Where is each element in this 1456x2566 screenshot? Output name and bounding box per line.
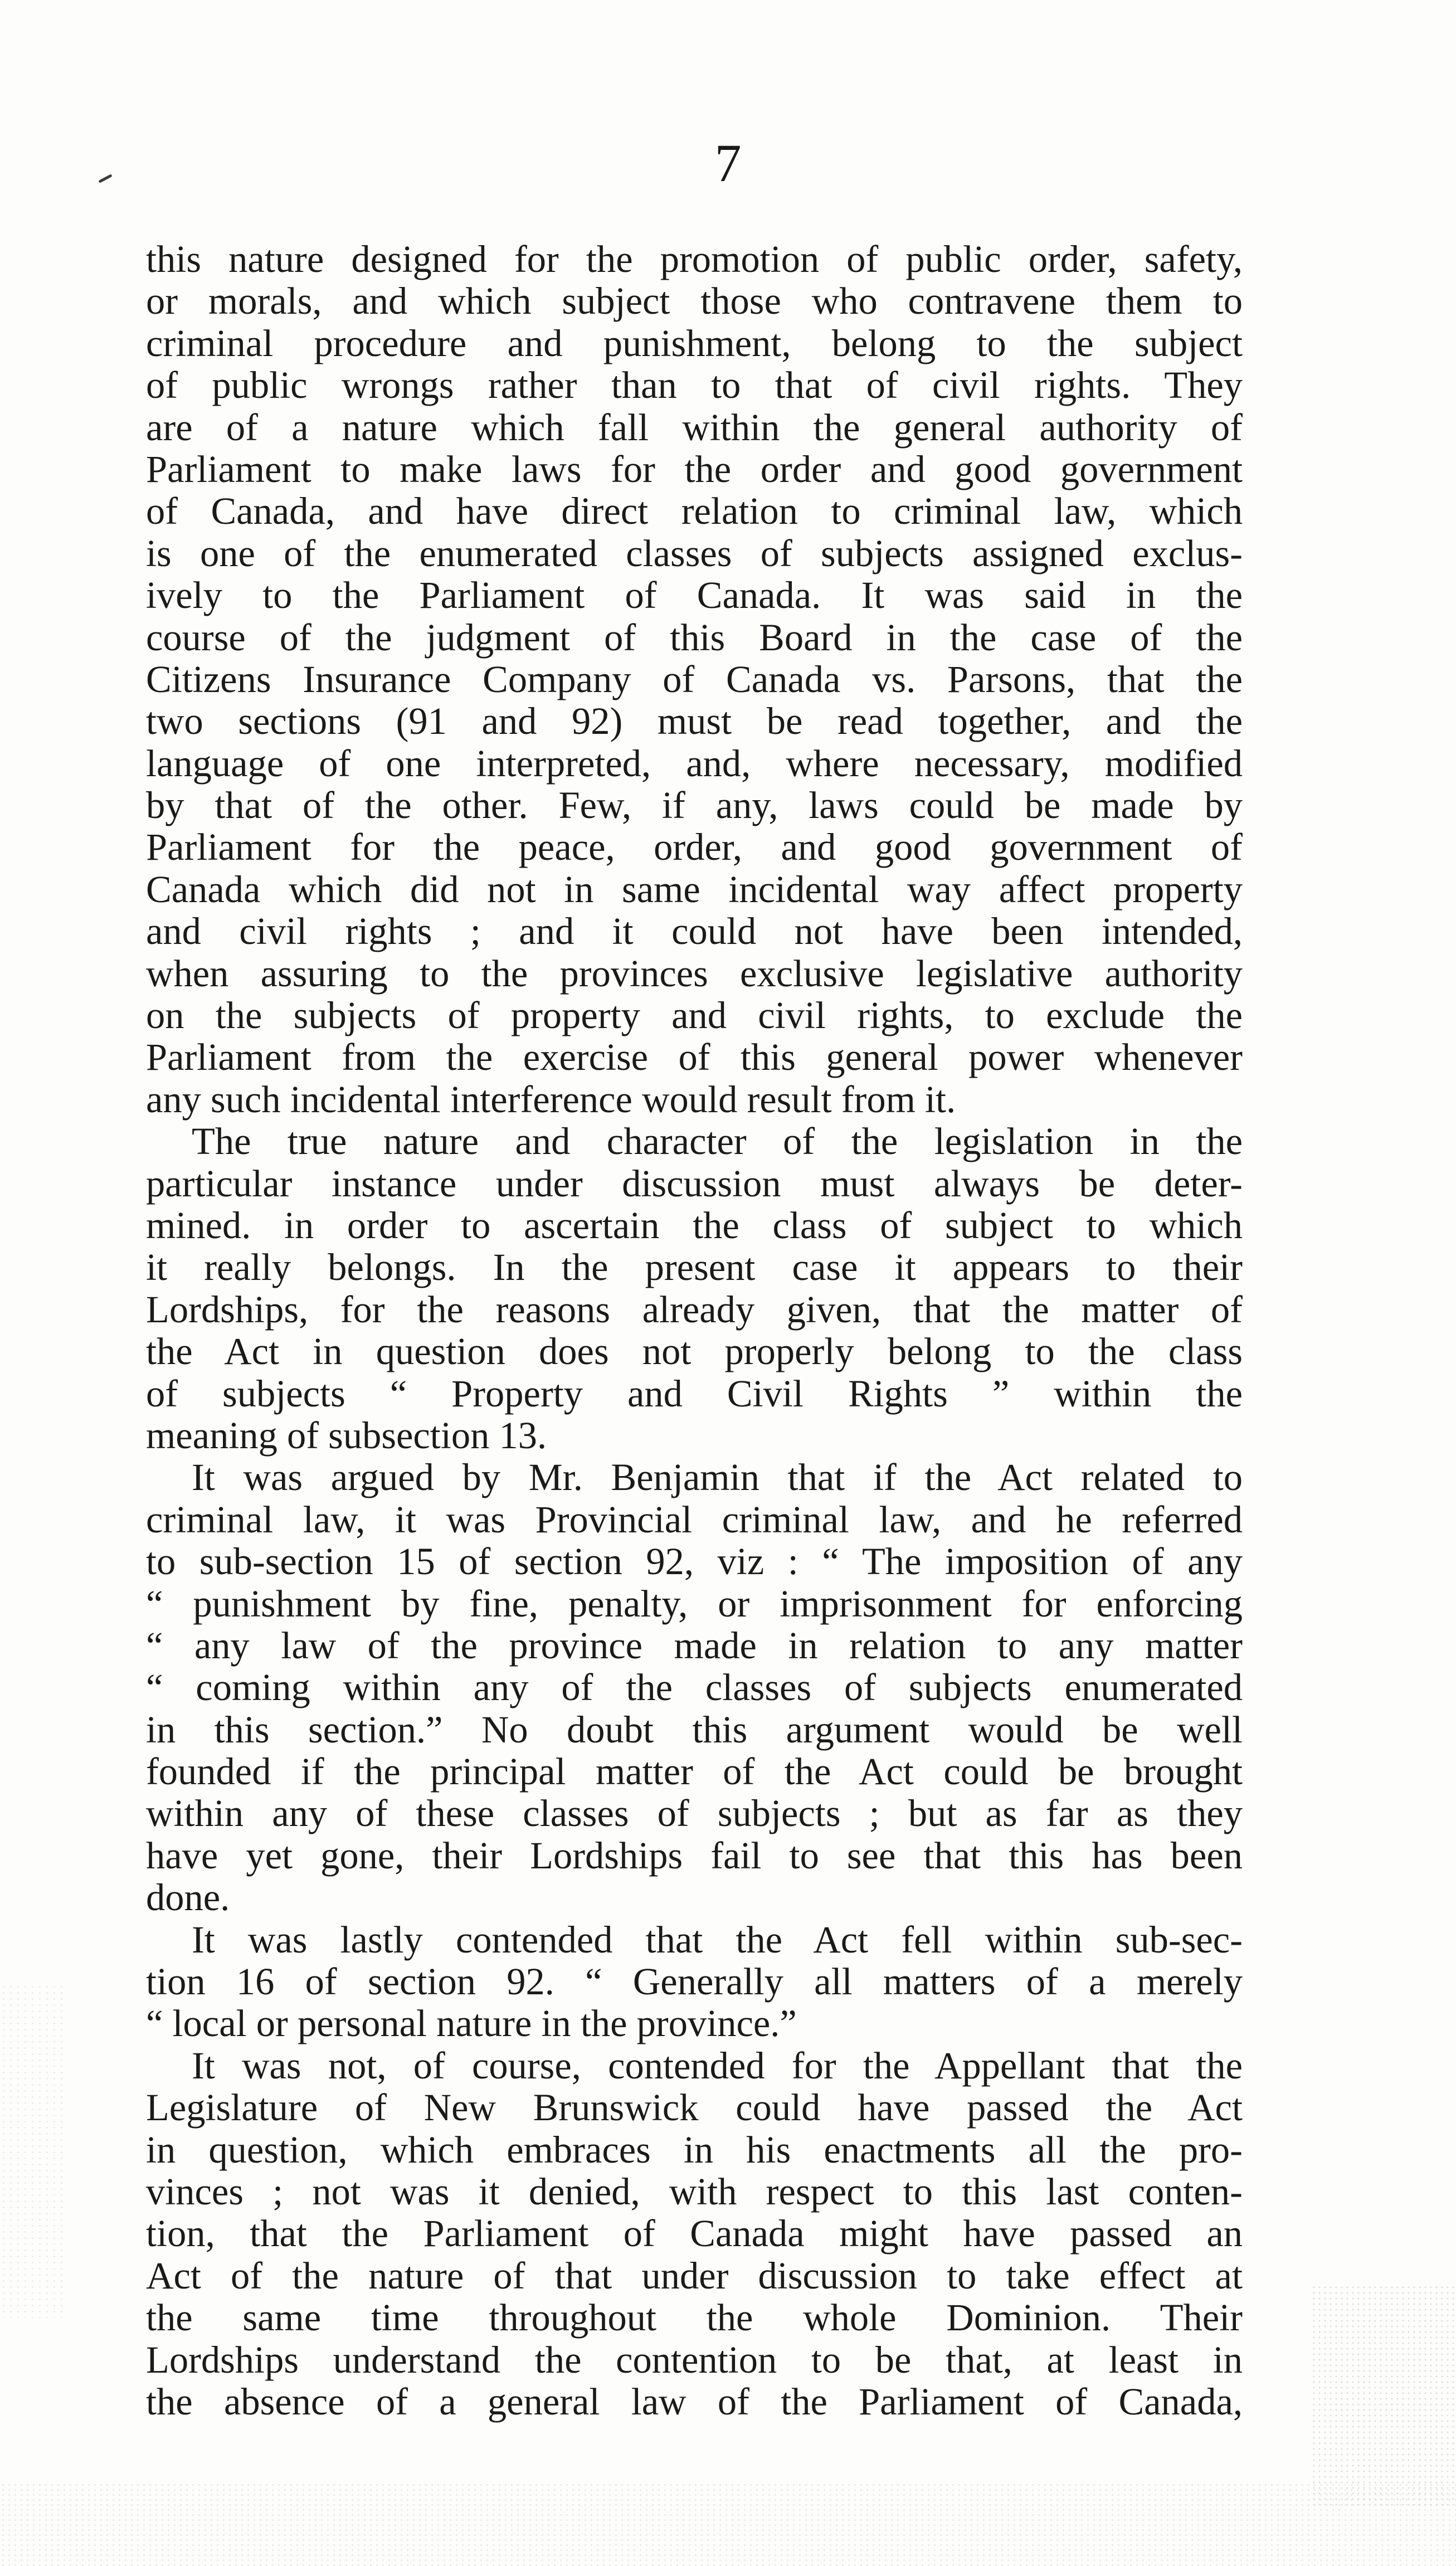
text-line: Lordships, for the reasons already given, that the matter of [146,1288,1243,1331]
text-line: this nature designed for the promotion of public order, safety, [146,238,1243,280]
text-line: vinces ; not was it denied, with respect to this last conten- [146,2170,1243,2213]
text-line: ively to the Parliament of Canada. It was said in the [146,574,1243,617]
text-line: of subjects “ Property and Civil Rights ” within the [146,1372,1243,1415]
text-line: tion 16 of section 92. “ Generally all matters of a merely [146,1961,1243,2003]
text-line: Parliament from the exercise of this general power whenever [146,1036,1243,1079]
text-line: It was not, of course, contended for the Appellant that the [192,2044,1243,2087]
text-line: course of the judgment of this Board in the case of the [146,616,1243,659]
paper-speckle-right [1311,2285,1456,2507]
text-line: of Canada, and have direct relation to criminal law, which [146,490,1243,533]
text-line: when assuring to the provinces exclusive legislative authority [146,952,1243,995]
text-line: Act of the nature of that under discussion to take effect at [146,2255,1243,2297]
text-line: It was argued by Mr. Benjamin that if the Act related to [192,1457,1243,1499]
paper-speckle-left [0,1984,67,2318]
text-line: Lordships understand the contention to be that, at least in [146,2339,1243,2381]
text-line: the absence of a general law of the Parliament of Canada, [146,2380,1243,2423]
body-text [146,238,1243,2423]
text-line: Canada which did not in same incidental way affect property [146,868,1243,910]
text-line: “ local or personal nature in the province.” [146,2003,797,2045]
text-line: in question, which embraces in his enactments all the pro- [146,2129,1243,2171]
text-line: have yet gone, their Lordships fail to see that this has been [146,1834,1243,1877]
text-line: The true nature and character of the legislation in the [192,1121,1243,1163]
text-line: the same time throughout the whole Dominion. Their [146,2297,1243,2339]
text-line: on the subjects of property and civil rights, to exclude the [146,995,1243,1037]
text-line: it really belongs. In the present case it appears to their [146,1247,1243,1289]
text-line: “ any law of the province made in relation to any matter [146,1624,1243,1667]
text-line: mined. in order to ascertain the class of subject to which [146,1204,1243,1247]
text-line: or morals, and which subject those who contravene them to [146,280,1243,323]
text-line: Legislature of New Brunswick could have passed the Act [146,2087,1243,2129]
text-line: It was lastly contended that the Act fell within sub-sec- [192,1919,1243,1961]
text-line: is one of the enumerated classes of subjects assigned exclus- [146,532,1243,574]
text-line: Parliament for the peace, order, and good government of [146,826,1243,869]
text-line: “ punishment by fine, penalty, or imprisonment for enforcing [146,1583,1243,1625]
text-line: “ coming within any of the classes of subjects enumerated [146,1667,1243,1709]
text-line: criminal law, it was Provincial criminal law, and he referred [146,1498,1243,1541]
text-line: tion, that the Parliament of Canada might have passed an [146,2213,1243,2255]
text-line: are of a nature which fall within the general authority of [146,406,1243,449]
text-line: by that of the other. Few, if any, laws could be made by [146,785,1243,827]
page-number: 7 [714,133,742,193]
text-line: of public wrongs rather than to that of civil rights. They [146,364,1243,407]
text-line: Citizens Insurance Company of Canada vs. Parsons, that the [146,658,1243,700]
text-line: Parliament to make laws for the order and good government [146,448,1243,490]
text-line: any such incidental interference would result from it. [146,1078,956,1121]
text-line: language of one interpreted, and, where necessary, modified [146,742,1243,785]
text-line: meaning of subsection 13. [146,1414,547,1457]
text-line: criminal procedure and punishment, belong to the subject [146,322,1243,364]
text-line: the Act in question does not properly belong to the class [146,1331,1243,1373]
text-line: two sections (91 and 92) must be read together, and the [146,700,1243,743]
text-line: in this section.” No doubt this argument would be well [146,1708,1243,1751]
text-line: founded if the principal matter of the Act could be brought [146,1751,1243,1793]
text-line: particular instance under discussion must always be deter- [146,1162,1243,1205]
text-line: done. [146,1877,230,1919]
text-line: and civil rights ; and it could not have been intended, [146,910,1243,953]
text-line: within any of these classes of subjects ; but as far as they [146,1793,1243,1835]
paper-speckle-bottom [0,2482,1456,2566]
text-line: to sub-section 15 of section 92, viz : “ The imposition of any [146,1541,1243,1583]
